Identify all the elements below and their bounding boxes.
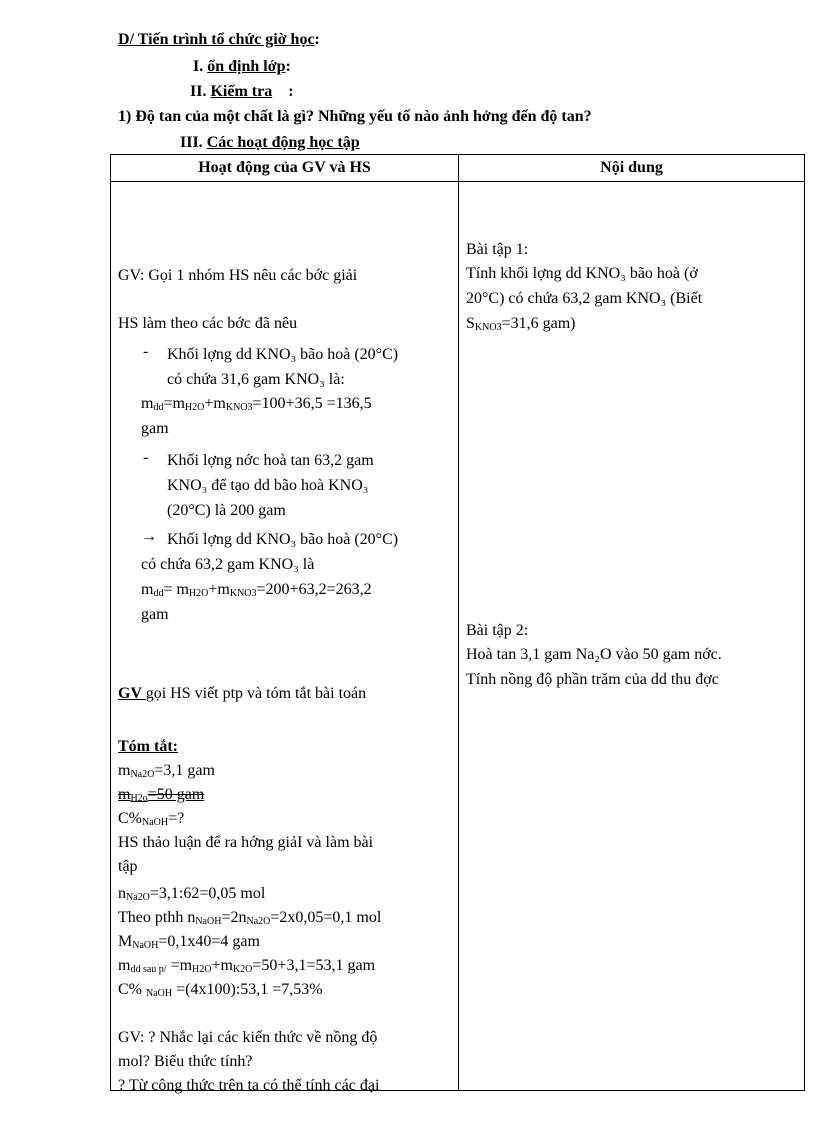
gv-instruction-1: GV: Gọi 1 nhóm HS nêu các bớc giải xyxy=(118,267,358,284)
activities-cell xyxy=(111,182,459,1094)
formula-2-unit: gam xyxy=(141,606,169,623)
item-1-colon: : xyxy=(285,58,291,75)
item-3-number: III. xyxy=(180,134,207,151)
table-header-row xyxy=(111,155,805,182)
gv-label: GV xyxy=(118,685,146,702)
gv-question-line-3: ? Từ công thức trên ta có thể tính các đại xyxy=(118,1077,380,1094)
exercise-1-line-2: 20°C) có chứa 63,2 gam KNO₃ (Biết xyxy=(466,290,703,307)
hs-discussion-line-1: HS thảo luận để ra hớng giảI và làm bài xyxy=(118,834,374,851)
section-d-title: D/ Tiến trình tổ chức giờ học xyxy=(118,31,315,48)
exercise-2-title: Bài tập 2: xyxy=(466,622,529,639)
formula-2: $m_{dd}= m_{H2O}+m_{KNO3}=200+63,2=263,2$ xyxy=(141,581,372,599)
exercise-1-line-3: $S_{KNO3}=31,6$ gam) xyxy=(466,315,576,333)
item-3-title: Các hoạt động học tập xyxy=(206,134,360,151)
exercise-2-line-2: Tính nồng độ phần trăm của dd thu đợc xyxy=(466,671,719,688)
exercise-1-title: Bài tập 1: xyxy=(466,241,529,258)
calc-moles-naoh: Theo pthh $n_{NaOH}=2n_{Na2O}=2x0,05=0,1$ mol xyxy=(118,909,382,927)
step-1-line-2: có chứa 31,6 gam KNO₃ là: xyxy=(167,371,345,388)
content-cell xyxy=(459,182,805,1091)
item-2-colon: : xyxy=(288,83,294,100)
exercise-1-line-1: Tính khối lợng dd KNO₃ bão hoà (ở xyxy=(466,265,698,282)
question-1: 1) Độ tan của một chất là gì? Những yếu tố nào ảnh hởng đến độ tan? xyxy=(118,108,592,125)
header-activities: Hoạt động của GV và HS xyxy=(111,155,459,182)
given-mass-water: $m_{H2o}=50$ gam xyxy=(118,786,205,804)
step-1-line-1: Khối lợng dd KNO₃ bão hoà (20°C) xyxy=(167,346,399,363)
calc-mass-solution: $m_{dd sau p/} =m_{H2O}+m_{K2O}=50+3,1=53,1$ gam xyxy=(118,957,376,975)
item-1-title: ổn định lớp xyxy=(207,58,286,75)
section-d-heading xyxy=(118,30,320,50)
bullet-dash-icon: - xyxy=(143,343,149,360)
gv-instruction-2 xyxy=(118,682,366,706)
hs-instruction-1: HS làm theo các bớc đã nêu xyxy=(118,315,298,332)
section-d-colon: : xyxy=(314,31,320,48)
calc-mass-naoh: $M_{NaOH}=0,1x40=4$ gam xyxy=(118,933,260,951)
given-mass-na2o: $m_{Na2O}=3,1$ gam xyxy=(118,762,215,780)
gv-question-line-2: mol? Biểu thức tính? xyxy=(118,1053,253,1070)
gv-question-line-1: GV: ? Nhắc lại các kiến thức về nồng độ xyxy=(118,1029,378,1046)
item-1-heading xyxy=(193,57,291,77)
item-2-title: Kiểm tra xyxy=(210,83,273,100)
bullet-dash-icon: - xyxy=(143,449,149,466)
formula-1-unit: gam xyxy=(141,420,169,437)
header-content: Nội dung xyxy=(459,155,805,182)
arrow-right-icon: → xyxy=(141,528,157,545)
exercise-2-line-1: Hoà tan 3,1 gam Na₂O vào 50 gam nớc. xyxy=(466,646,722,663)
hs-discussion-line-2: tập xyxy=(118,858,138,875)
step-3-line-1: Khối lợng dd KNO₃ bão hoà (20°C) xyxy=(167,531,399,548)
lesson-table xyxy=(110,154,805,1094)
step-2-line-3: (20°C) là 200 gam xyxy=(167,502,286,519)
table-body-row xyxy=(111,182,805,1091)
item-2-number: II. xyxy=(190,83,211,100)
unknown-concentration: $C\%_{NaOH}=$? xyxy=(118,810,185,828)
item-3-heading xyxy=(180,133,360,153)
step-2-line-1: Khối lợng nớc hoà tan 63,2 gam xyxy=(167,452,374,469)
formula-1: $m_{dd}=m_{H2O}+m_{KNO3}=100+36,5 =136,5$ xyxy=(141,395,372,413)
item-2-heading xyxy=(190,82,294,102)
step-3-line-2: có chứa 63,2 gam KNO₃ là xyxy=(141,556,315,573)
gv-instruction-2-text: gọi HS viết ptp và tóm tắt bài toán xyxy=(145,685,367,702)
calc-moles-na2o: $n_{Na2O}=3,1:62=0,05$ mol xyxy=(118,885,266,903)
step-2-line-2: KNO₃ để tạo dd bão hoà KNO₃ xyxy=(167,477,369,494)
calc-concentration: C% $_{NaOH}$ =(4x100):53,1 =7,53% xyxy=(118,981,323,999)
summary-heading: Tóm tắt: xyxy=(118,738,178,755)
item-1-number: I. xyxy=(193,58,208,75)
